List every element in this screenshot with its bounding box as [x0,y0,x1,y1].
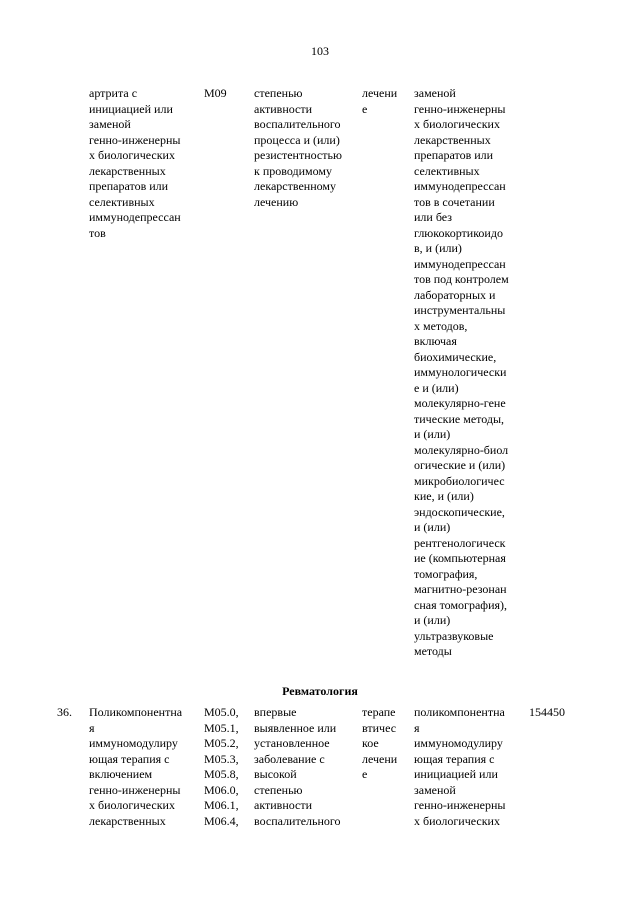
section-heading: Ревматология [282,684,358,698]
row-36-number: 36. [57,705,72,719]
row-continued-method: заменой генно-инженерны х биологических лекарственных препаратов или селективных иммунодепрессан тов в сочетании или без глюкокортикоидо в, и (или) иммунодепрессан тов под контролем лабораторных и инструментальны х методов, включая биохимические, иммунологически е и (или) молекулярно-гене тические методы, и (или) молекулярно-биол огические и (или) микробиологичес кие, и (или) эндоскопические, и (или) рентгенологическ ие (компьютерная томография, магнитно-резонан сная томография), и (или) ультразвуковые методы [414,86,509,658]
row-continued-code: M09 [204,86,227,100]
row-36-method: поликомпонентна я иммуномодулиру ющая терапия с инициацией или заменой генно-инженерны х биологических [414,705,506,828]
row-36-sum: 154450 [529,705,565,719]
row-36-name: Поликомпонентна я иммуномодулиру ющая терапия с включением генно-инженерны х биологических лекарственных [89,705,183,828]
row-continued-model: степенью активности воспалительного процесса и (или) резистентностью к проводимому лекарственному лечению [254,86,342,209]
row-36-type: терапе втичес кое лечени е [362,705,398,781]
row-continued-name: артрита с инициацией или заменой генно-инженерны х биологических лекарственных препаратов или селективных иммунодепрессан тов [89,86,181,240]
row-36-codes: M05.0, M05.1, M05.2, M05.3, M05.8, M06.0, M06.1, M06.4, [204,705,239,828]
row-36-model: впервые выявленное или установленное заболевание с высокой степенью активности воспалительного [254,705,341,828]
page-number: 103 [311,44,329,58]
row-continued-type: лечени е [362,86,398,116]
